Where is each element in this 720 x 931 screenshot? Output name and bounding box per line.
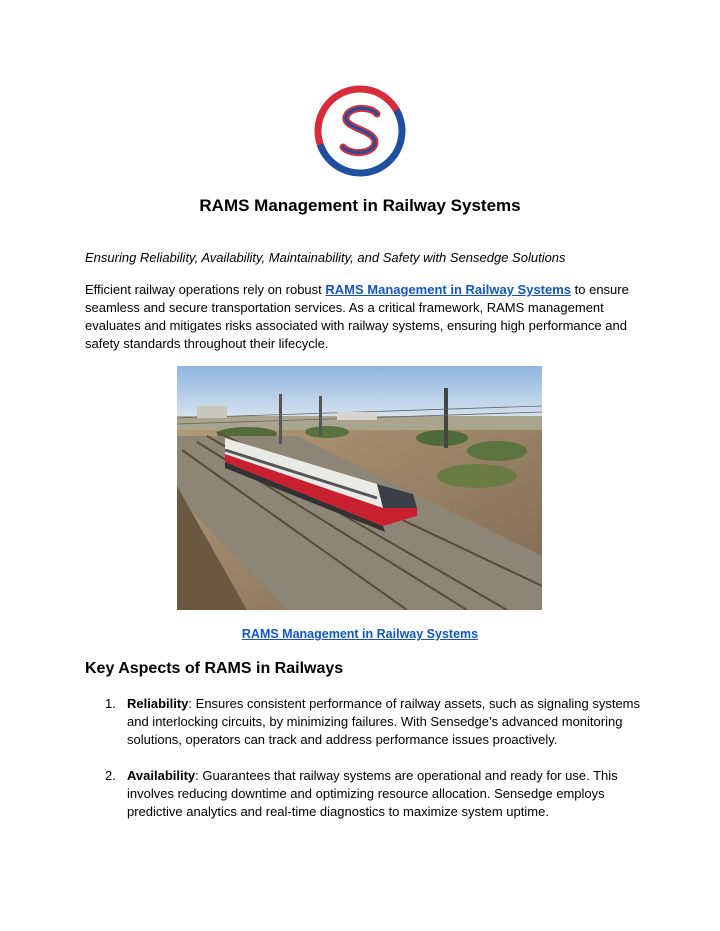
train-photo: [177, 366, 542, 610]
list-item: [85, 695, 645, 749]
section-heading: Key Aspects of RAMS in Railways: [85, 660, 344, 677]
sensedge-logo-icon: [313, 84, 407, 178]
list-item-number: 1.: [105, 696, 116, 711]
list-item-term: Reliability: [127, 696, 189, 711]
list-item-number: 2.: [105, 768, 116, 783]
intro-text-before: Efficient railway operations rely on robust: [85, 282, 326, 297]
list-item-text: : Guarantees that railway systems are operational and ready for use. This involves reducing downtime and optimizing resource allocation. Sensedge employs predictive analytics and real-time diagnostics to maximize system uptime.: [127, 768, 618, 819]
page-title: RAMS Management in Railway Systems: [199, 196, 521, 215]
caption-rams-link[interactable]: RAMS Management in Railway Systems: [241, 627, 479, 641]
list-item: [85, 767, 645, 821]
subtitle: Ensuring Reliability, Availability, Maintainability, and Safety with Sensedge Solutions: [85, 250, 566, 265]
photo-caption: [0, 627, 720, 641]
rams-aspects-list: [85, 695, 645, 839]
list-item-term: Availability: [127, 768, 196, 783]
intro-rams-link[interactable]: RAMS Management in Railway Systems: [325, 282, 572, 297]
commuter-train-photo-icon: [177, 366, 542, 610]
intro-text-after: to ensure seamless and secure transportation services. As a critical framework, RAMS management evaluates and mitigates risks associated with railway systems, ensuring high performance and safety standards throughout their lifecycle.: [85, 282, 629, 351]
list-item-text: : Ensures consistent performance of railway assets, such as signaling systems and interlocking circuits, by minimizing failures. With Sensedge’s advanced monitoring solutions, operators can track and address performance issues proactively.: [127, 696, 641, 747]
intro-paragraph: [85, 281, 645, 353]
